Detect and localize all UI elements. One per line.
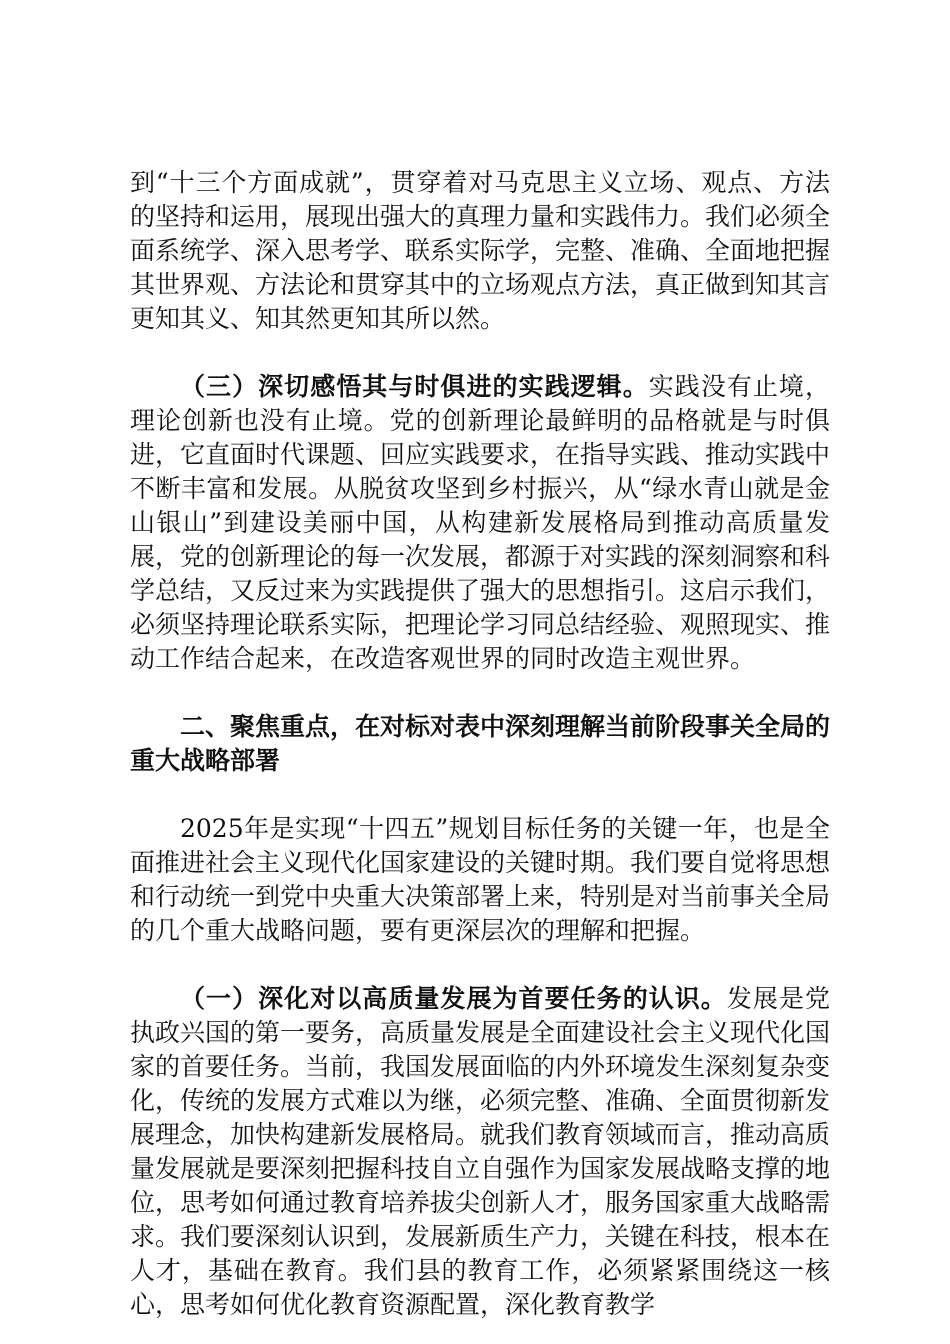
paragraph-continuation xyxy=(130,166,830,336)
paragraph-high-quality-development xyxy=(130,982,830,1322)
paragraph-text: 2025年是实现“十四五”规划目标任务的关键一年，也是全面推进社会主义现代化国家建设的关键时期。我们要自觉将思想和行动统一到党中央重大决策部署上来，特别是对当前事关全局的几个重大战略问题，要有更深层次的理解和把握。 xyxy=(130,814,831,945)
paragraph-text: 到“十三个方面成就”，贯穿着对马克思主义立场、观点、方法的坚持和运用，展现出强大的真理力量和实践伟力。我们必须全面系统学、深入思考学、联系实际学，完整、准确、全面地把握其世界观、方法论和贯穿其中的立场观点方法，真正做到知其言更知其义、知其然更知其所以然。 xyxy=(130,168,831,333)
paragraph-lead-heading: （三）深切感悟其与时俱进的实践逻辑。 xyxy=(180,372,649,401)
paragraph-practice-logic xyxy=(130,370,830,676)
section-heading-2: 二、聚焦重点，在对标对表中深刻理解当前阶段事关全局的重大战略部署 xyxy=(130,712,831,775)
paragraph-2025-intro xyxy=(130,812,830,948)
document-body xyxy=(130,166,830,1322)
paragraph-text: 发展是党执政兴国的第一要务，高质量发展是全面建设社会主义现代化国家的首要任务。当前，我国发展面临的内外环境发生深刻复杂变化，传统的发展方式难以为继，必须完整、准确、全面贯彻新发展理念，加快构建新发展格局。就我们教育领域而言，推动高质量发展就是要深刻把握科技自立自强作为国家发展战略支撑的地位，思考如何通过教育培养拔尖创新人才，服务国家重大战略需求。我们要深刻认识到，发展新质生产力，关键在科技，根本在人才，基础在教育。我们县的教育工作，必须紧紧围绕这一核心，思考如何优化教育资源配置，深化教育教学 xyxy=(130,984,831,1319)
paragraph-text: 实践没有止境，理论创新也没有止境。党的创新理论最鲜明的品格就是与时俱进，它直面时代课题、回应实践要求，在指导实践、推动实践中不断丰富和发展。从脱贫攻坚到乡村振兴，从“绿水青山就是金山银山”到建设美丽中国，从构建新发展格局到推动高质量发展，党的创新理论的每一次发展，都源于对实践的深刻洞察和科学总结，又反过来为实践提供了强大的思想指引。这启示我们，必须坚持理论联系实际，把理论学习同总结经验、观照现实、推动工作结合起来，在改造客观世界的同时改造主观世界。 xyxy=(130,372,831,673)
paragraph-lead-heading: （一）深化对以高质量发展为首要任务的认识。 xyxy=(180,984,727,1013)
